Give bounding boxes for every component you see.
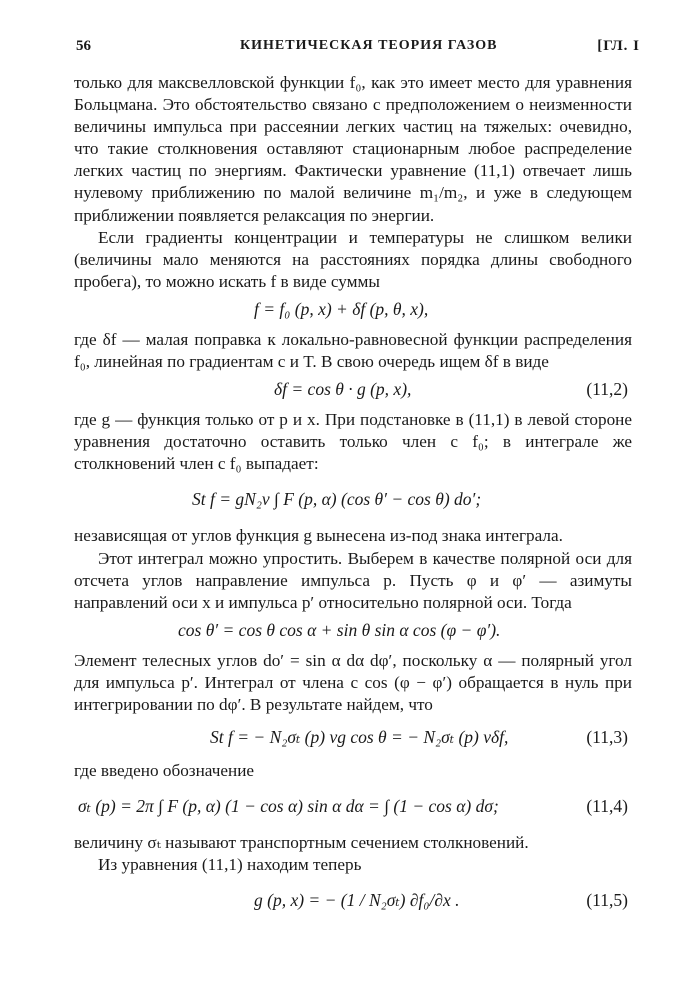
paragraph: где g — функция только от p и x. При подстановке в (11,1) в левой стороне уравнения достаточно оставить только член с f₀; в интеграле же столкновений член с f₀ выпадает: — [74, 410, 632, 474]
paragraph: только для максвелловской функции f₀, как это имеет место для уравнения Больцмана. Это обстоятельство связано с предположением о неизменности величины импульса при рассеянии легких частиц на тяжелых: очевидно, что такие столкновения оставляют стационарным любое распределение легких частиц по энергиям. Фактически уравнение (11,1) отвечает лишь нулевому приближению по малой величине m₁/m₂, и уже в следующем приближении появляется релаксация по энергии. — [74, 73, 632, 225]
page-header — [72, 32, 640, 56]
paragraph: где δf — малая поправка к локально-равновесной функции распределения f₀, линейная по градиентам c и T. В свою очередь ищем δf в виде — [74, 329, 632, 372]
equation — [74, 293, 632, 329]
paragraph: величину σₜ называют транспортным сечением столкновений. — [74, 833, 529, 853]
equation-formula: St f = − N₂σₜ (p) vg cos θ = − N₂σₜ (p) vδf, — [210, 727, 509, 748]
equation-number: (11,5) — [586, 890, 628, 911]
equation-number: (11,4) — [586, 796, 628, 817]
paragraph: Этот интеграл можно упростить. Выберем в качестве полярной оси для отсчета углов направление импульса p. Пусть φ и φ′ — азимуты направлений оси x и импульса p′ относительно полярной оси. Тогда — [74, 548, 632, 612]
equation — [74, 716, 632, 760]
paragraph: независящая от углов функция g вынесена из-под знака интеграла. — [74, 526, 563, 546]
paragraph: Из уравнения (11,1) находим теперь — [98, 855, 362, 875]
equation — [74, 475, 632, 525]
paragraph: где введено обозначение — [74, 761, 255, 781]
page-body — [74, 72, 632, 926]
equation — [74, 782, 632, 832]
equation — [74, 876, 632, 926]
equation-number: (11,2) — [586, 379, 628, 400]
equation-number: (11,3) — [586, 727, 628, 748]
chapter-label: [ГЛ. I — [597, 38, 640, 54]
equation-formula: g (p, x) = − (1 / N₂σₜ) ∂f₀/∂x . — [254, 890, 460, 911]
equation — [74, 614, 632, 650]
running-title: КИНЕТИЧЕСКАЯ ТЕОРИЯ ГАЗОВ — [240, 38, 498, 53]
equation-formula: δf = cos θ · g (p, x), — [274, 379, 412, 400]
equation-formula: f = f₀ (p, x) + δf (p, θ, x), — [254, 298, 429, 319]
paragraph: Элемент телесных углов do′ = sin α dα dφ′, поскольку α — полярный угол для импульса p′. Интеграл от члена с cos (φ − φ′) обращается в нуль при интегрировании по dφ′. В результате найдем, что — [74, 650, 632, 714]
equation-formula: cos θ′ = cos θ cos α + sin θ sin α cos (φ − φ′). — [178, 619, 501, 640]
page-number: 56 — [76, 38, 91, 54]
equation-formula: St f = gN₂v ∫ F (p, α) (cos θ′ − cos θ) do′; — [192, 489, 482, 510]
paragraph: Если градиенты концентрации и температуры не слишком велики (величины мало меняются на расстояниях порядка длины свободного пробега), то можно искать f в виде суммы — [74, 227, 632, 291]
equation-formula: σₜ (p) = 2π ∫ F (p, α) (1 − cos α) sin α dα = ∫ (1 − cos α) dσ; — [78, 796, 499, 817]
equation — [74, 373, 632, 409]
